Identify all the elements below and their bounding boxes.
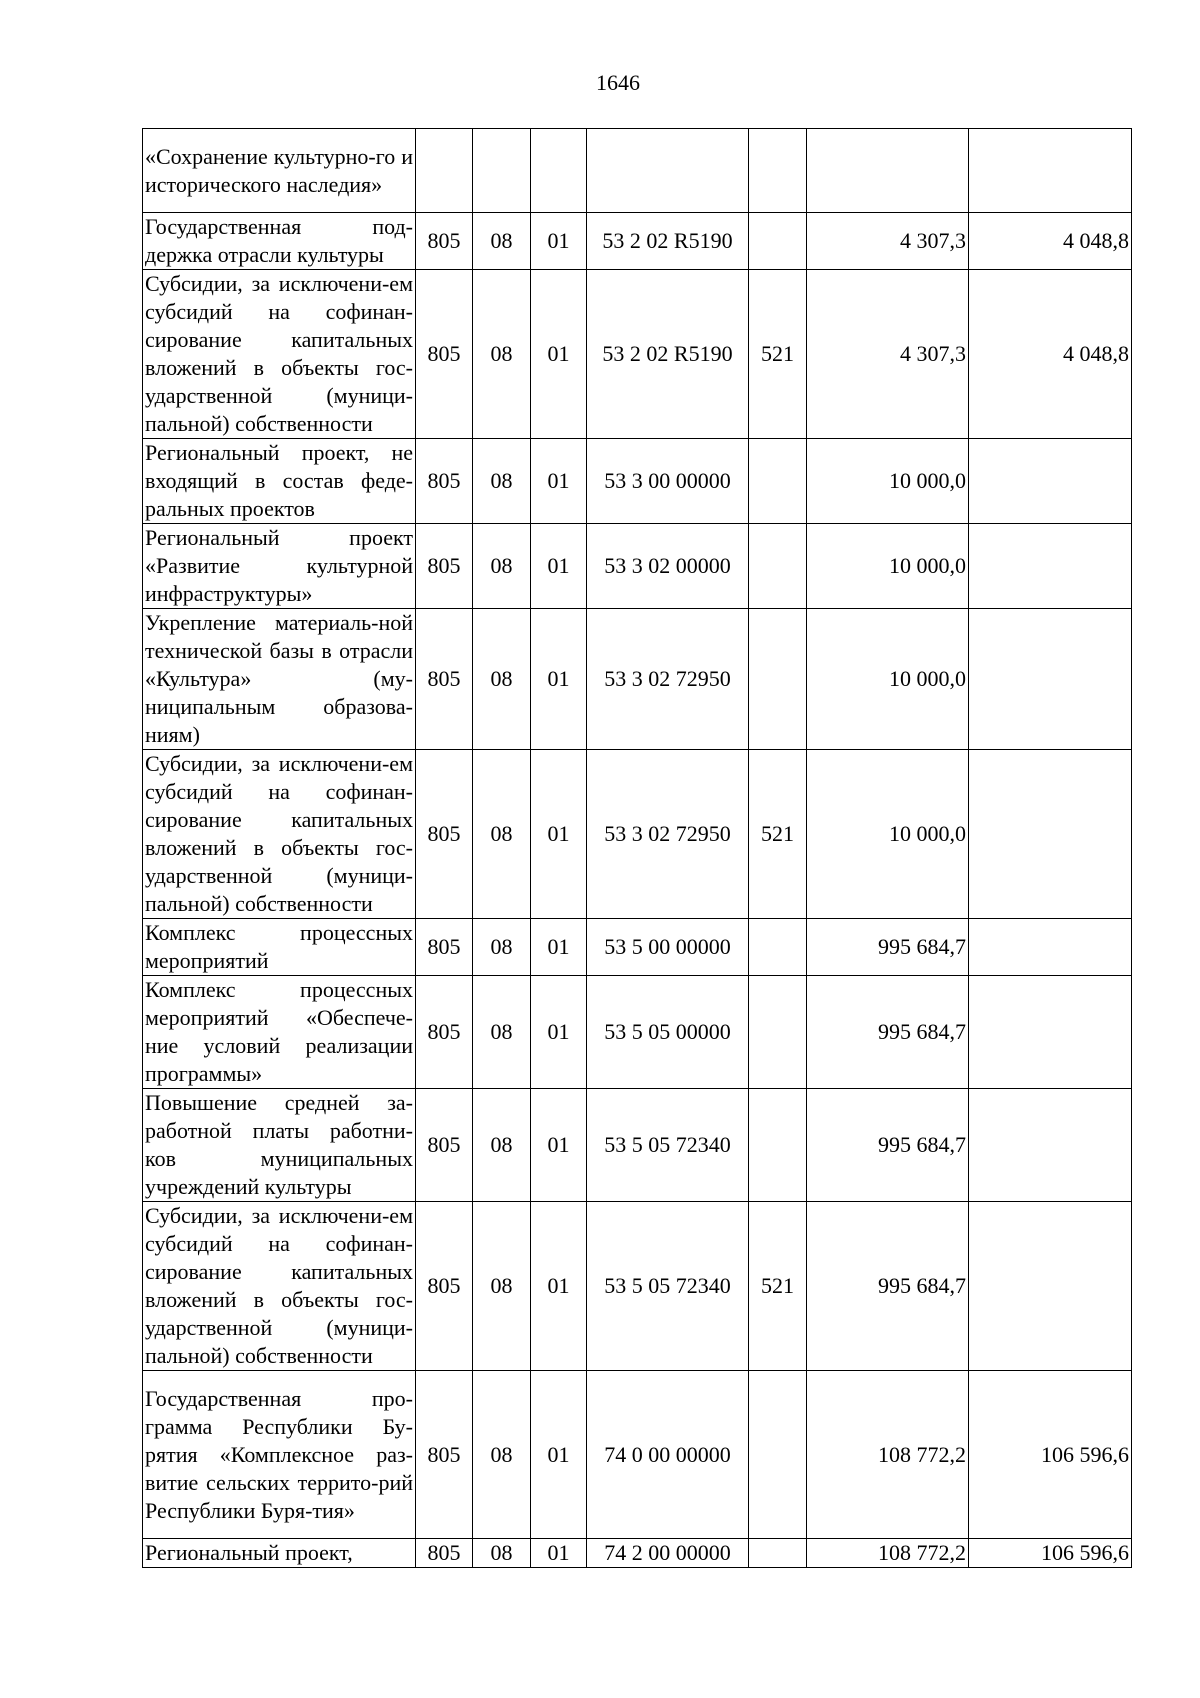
- row-name-cell: Комплекс процессных мероприятий «Обеспече-ние условий реализации программы»: [143, 976, 416, 1089]
- table-row: [143, 270, 1132, 439]
- amount-year2-cell: [969, 976, 1132, 1089]
- ministry-code-cell: 805: [416, 1539, 473, 1568]
- amount-year2-cell: [969, 129, 1132, 213]
- amount-year2-cell: 106 596,6: [969, 1371, 1132, 1539]
- target-article-cell: 53 2 02 R5190: [587, 270, 749, 439]
- amount-year1-cell: 995 684,7: [807, 1202, 969, 1371]
- row-name-cell: «Сохранение культурно-го и исторического наследия»: [143, 129, 416, 213]
- ministry-code-cell: 805: [416, 919, 473, 976]
- subsection-code-cell: 01: [531, 1539, 587, 1568]
- section-code-cell: 08: [473, 976, 531, 1089]
- amount-year1-cell: 108 772,2: [807, 1371, 969, 1539]
- expense-type-cell: [749, 439, 807, 524]
- target-article-cell: 74 0 00 00000: [587, 1371, 749, 1539]
- ministry-code-cell: 805: [416, 1089, 473, 1202]
- subsection-code-cell: 01: [531, 1089, 587, 1202]
- section-code-cell: [473, 129, 531, 213]
- section-code-cell: 08: [473, 270, 531, 439]
- row-name-cell: Региональный проект «Развитие культурной инфраструктуры»: [143, 524, 416, 609]
- section-code-cell: 08: [473, 524, 531, 609]
- target-article-cell: 53 3 02 72950: [587, 609, 749, 750]
- amount-year2-cell: [969, 750, 1132, 919]
- subsection-code-cell: 01: [531, 750, 587, 919]
- ministry-code-cell: 805: [416, 213, 473, 270]
- table-row: [143, 524, 1132, 609]
- amount-year1-cell: 10 000,0: [807, 439, 969, 524]
- row-name-cell: Субсидии, за исключени-ем субсидий на софинан-сирование капитальных вложений в объекты гос-ударственной (муници-пальной) собственности: [143, 1202, 416, 1371]
- target-article-cell: 53 3 02 72950: [587, 750, 749, 919]
- row-name-cell: Субсидии, за исключени-ем субсидий на софинан-сирование капитальных вложений в объекты гос-ударственной (муници-пальной) собственности: [143, 270, 416, 439]
- target-article-cell: 53 2 02 R5190: [587, 213, 749, 270]
- amount-year2-cell: 4 048,8: [969, 213, 1132, 270]
- page-number: 1646: [596, 70, 640, 95]
- subsection-code-cell: 01: [531, 1371, 587, 1539]
- ministry-code-cell: 805: [416, 270, 473, 439]
- table-row: [143, 129, 1132, 213]
- subsection-code-cell: 01: [531, 524, 587, 609]
- row-name-cell: Комплекс процессных мероприятий: [143, 919, 416, 976]
- expense-type-cell: [749, 609, 807, 750]
- amount-year2-cell: [969, 1202, 1132, 1371]
- table-row: [143, 213, 1132, 270]
- row-name-cell: Повышение средней за-работной платы работни-ков муниципальных учреждений культуры: [143, 1089, 416, 1202]
- ministry-code-cell: 805: [416, 524, 473, 609]
- ministry-code-cell: [416, 129, 473, 213]
- table-row: [143, 750, 1132, 919]
- amount-year1-cell: 10 000,0: [807, 609, 969, 750]
- amount-year1-cell: 10 000,0: [807, 750, 969, 919]
- table-row: [143, 1202, 1132, 1371]
- subsection-code-cell: 01: [531, 213, 587, 270]
- row-name-cell: Государственная под-держка отрасли культуры: [143, 213, 416, 270]
- row-name-cell: Субсидии, за исключени-ем субсидий на софинан-сирование капитальных вложений в объекты гос-ударственной (муници-пальной) собственности: [143, 750, 416, 919]
- subsection-code-cell: 01: [531, 919, 587, 976]
- expense-type-cell: 521: [749, 750, 807, 919]
- subsection-code-cell: [531, 129, 587, 213]
- table-row: [143, 609, 1132, 750]
- expense-type-cell: [749, 524, 807, 609]
- amount-year2-cell: [969, 524, 1132, 609]
- section-code-cell: 08: [473, 439, 531, 524]
- expense-type-cell: 521: [749, 270, 807, 439]
- target-article-cell: [587, 129, 749, 213]
- budget-table: [142, 128, 1132, 1568]
- subsection-code-cell: 01: [531, 976, 587, 1089]
- amount-year2-cell: [969, 1089, 1132, 1202]
- expense-type-cell: [749, 213, 807, 270]
- expense-type-cell: 521: [749, 1202, 807, 1371]
- ministry-code-cell: 805: [416, 976, 473, 1089]
- row-name-cell: Укрепление материаль-ной технической базы в отрасли «Культура» (му-ниципальным образова-ниям): [143, 609, 416, 750]
- section-code-cell: 08: [473, 1371, 531, 1539]
- target-article-cell: 53 5 05 72340: [587, 1202, 749, 1371]
- target-article-cell: 74 2 00 00000: [587, 1539, 749, 1568]
- amount-year1-cell: 10 000,0: [807, 524, 969, 609]
- section-code-cell: 08: [473, 1539, 531, 1568]
- ministry-code-cell: 805: [416, 439, 473, 524]
- table-body: [143, 129, 1132, 1568]
- target-article-cell: 53 3 00 00000: [587, 439, 749, 524]
- section-code-cell: 08: [473, 1089, 531, 1202]
- amount-year1-cell: [807, 129, 969, 213]
- target-article-cell: 53 5 05 00000: [587, 976, 749, 1089]
- row-name-cell: Региональный проект, не входящий в состав феде-ральных проектов: [143, 439, 416, 524]
- ministry-code-cell: 805: [416, 1202, 473, 1371]
- amount-year1-cell: 4 307,3: [807, 270, 969, 439]
- amount-year1-cell: 108 772,2: [807, 1539, 969, 1568]
- subsection-code-cell: 01: [531, 270, 587, 439]
- amount-year1-cell: 4 307,3: [807, 213, 969, 270]
- expense-type-cell: [749, 976, 807, 1089]
- ministry-code-cell: 805: [416, 750, 473, 919]
- row-name-cell: Региональный проект,: [143, 1539, 416, 1568]
- target-article-cell: 53 5 00 00000: [587, 919, 749, 976]
- amount-year1-cell: 995 684,7: [807, 919, 969, 976]
- subsection-code-cell: 01: [531, 1202, 587, 1371]
- expense-type-cell: [749, 919, 807, 976]
- ministry-code-cell: 805: [416, 1371, 473, 1539]
- ministry-code-cell: 805: [416, 609, 473, 750]
- table-row: [143, 919, 1132, 976]
- expense-type-cell: [749, 1089, 807, 1202]
- section-code-cell: 08: [473, 213, 531, 270]
- section-code-cell: 08: [473, 750, 531, 919]
- amount-year2-cell: 106 596,6: [969, 1539, 1132, 1568]
- amount-year1-cell: 995 684,7: [807, 1089, 969, 1202]
- target-article-cell: 53 5 05 72340: [587, 1089, 749, 1202]
- expense-type-cell: [749, 1371, 807, 1539]
- section-code-cell: 08: [473, 609, 531, 750]
- amount-year2-cell: [969, 439, 1132, 524]
- table-row: [143, 1539, 1132, 1568]
- expense-type-cell: [749, 1539, 807, 1568]
- target-article-cell: 53 3 02 00000: [587, 524, 749, 609]
- row-name-cell: Государственная про-грамма Республики Бу-рятия «Комплексное раз-витие сельских террито-рий Республики Буря-тия»: [143, 1371, 416, 1539]
- subsection-code-cell: 01: [531, 609, 587, 750]
- amount-year2-cell: [969, 919, 1132, 976]
- amount-year2-cell: 4 048,8: [969, 270, 1132, 439]
- amount-year2-cell: [969, 609, 1132, 750]
- table-row: [143, 439, 1132, 524]
- table-row: [143, 976, 1132, 1089]
- amount-year1-cell: 995 684,7: [807, 976, 969, 1089]
- table-row: [143, 1371, 1132, 1539]
- section-code-cell: 08: [473, 1202, 531, 1371]
- subsection-code-cell: 01: [531, 439, 587, 524]
- section-code-cell: 08: [473, 919, 531, 976]
- expense-type-cell: [749, 129, 807, 213]
- table-row: [143, 1089, 1132, 1202]
